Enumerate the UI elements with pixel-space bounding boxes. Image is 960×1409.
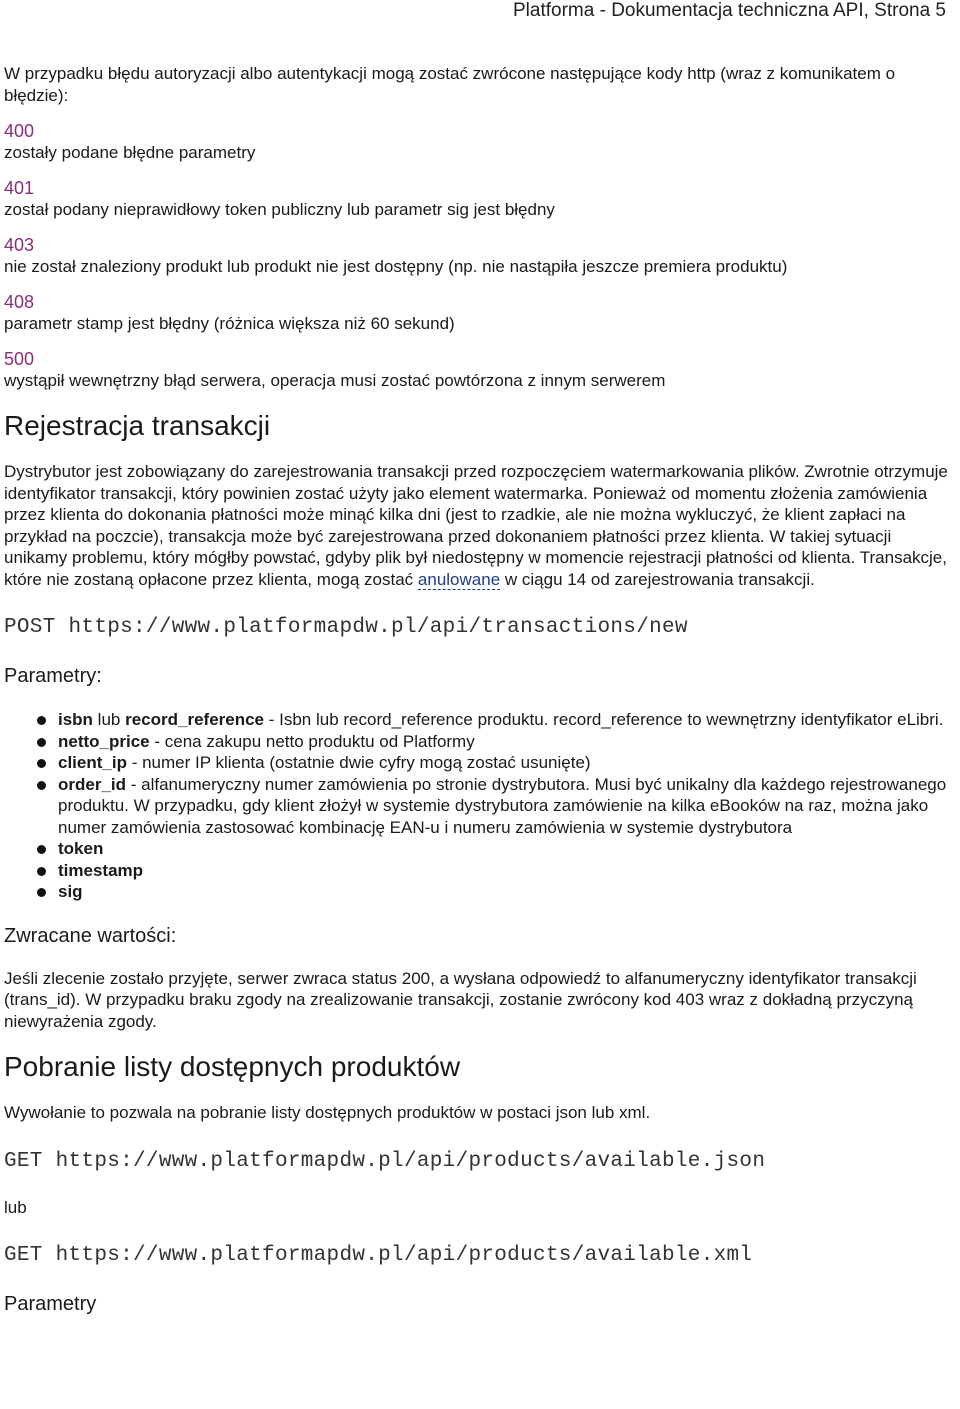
- param-name: timestamp: [58, 860, 144, 880]
- error-code-description: zostały podane błędne parametry: [4, 143, 256, 162]
- params-list: [4, 709, 958, 903]
- products-xml-endpoint: GET https://www.platformapdw.pl/api/products/available.xml: [4, 1244, 753, 1267]
- param-item-netto-price: [4, 731, 958, 753]
- param-item-client-ip: [4, 752, 958, 774]
- section-heading-products: Pobranie listy dostępnych produktów: [4, 1051, 461, 1082]
- param-name: record_reference: [125, 710, 265, 729]
- errors-intro: W przypadku błędu autoryzacji albo autentykacji mogą zostać zwrócone następujące kody http (wraz z komunikatem o błędzie):: [4, 64, 896, 105]
- param-item-timestamp: [4, 860, 958, 882]
- products-json-endpoint: GET https://www.platformapdw.pl/api/products/available.json: [4, 1149, 766, 1173]
- param-name: order_id: [58, 774, 127, 794]
- error-code-description: wystąpił wewnętrzny błąd serwera, operacja musi zostać powtórzona z innym serwerem: [4, 371, 666, 390]
- or-text: lub: [4, 1197, 27, 1217]
- transactions-endpoint: POST https://www.platformapdw.pl/api/transactions/new: [4, 616, 688, 639]
- error-code-403: [4, 234, 958, 277]
- error-code-description: parametr stamp jest błędny (różnica większa niż 60 sekund): [4, 314, 455, 333]
- param-name: token: [58, 839, 104, 858]
- error-code-number: 408: [4, 292, 35, 312]
- error-code-400: [4, 120, 958, 163]
- error-code-401: [4, 177, 958, 220]
- returns-heading: Zwracane wartości:: [4, 924, 177, 947]
- error-code-408: [4, 291, 958, 334]
- error-code-number: 400: [4, 121, 35, 141]
- error-code-number: 500: [4, 349, 35, 369]
- param-name: sig: [58, 882, 83, 901]
- param-name: isbn: [58, 710, 93, 729]
- param-item-order-id: [4, 774, 958, 839]
- param-description: - numer IP klienta (ostatnie dwie cyfry mogą zostać usunięte): [126, 753, 591, 772]
- document-body: [4, 60, 958, 1317]
- error-code-description: został podany nieprawidłowy token publiczny lub parametr sig jest błędny: [4, 200, 555, 219]
- param-description: - cena zakupu netto produktu od Platformy: [149, 731, 475, 751]
- products-intro: Wywołanie to pozwala na pobranie listy dostępnych produktów w postaci json lub xml.: [4, 1103, 651, 1122]
- params-heading: Parametry:: [4, 665, 102, 687]
- returns-text: Jeśli zlecenie zostało przyjęte, serwer zwraca status 200, a wysłana odpowiedź to alfanumeryczny identyfikator transakcji (trans_id). W przypadku braku zgody na zrealizowanie transakcji, zostanie zwrócony kod 403 wraz z dokładną przyczyną niewyrażenia zgody.: [4, 968, 917, 1031]
- error-codes-list: [4, 120, 958, 391]
- param-name: netto_price: [58, 731, 150, 751]
- error-code-500: [4, 348, 958, 391]
- registration-paragraph: [4, 461, 958, 590]
- param-description: - Isbn lub record_reference produktu. record_reference to wewnętrzny identyfikator eLibri.: [264, 710, 944, 729]
- error-code-description: nie został znaleziony produkt lub produkt nie jest dostępny (np. nie nastąpiła jeszcze premiera produktu): [4, 257, 788, 276]
- param-name: client_ip: [58, 753, 127, 772]
- param-item-isbn: isbn lub record_reference - Isbn lub record_reference produktu. record_reference to wewnętrzny identyfikator eLibri.: [4, 709, 958, 731]
- param-item-sig: [4, 881, 958, 903]
- registration-text-before-link: Dystrybutor jest zobowiązany do zarejestrowania transakcji przed rozpoczęciem watermarkowania plików. Zwrotnie otrzymuje identyfikator transakcji, który powinien zostać użyty jako element watermarka. Ponieważ od momentu złożenia zamówienia przez klienta do dokonania płatności może minąć kilka dni (jest to rzadkie, ale nie można wykluczyć, że klient zapłaci na przykład na poczcie), transakcja może być zarejestrowana przed dokonaniem płatności przez klienta. W takiej sytuacji unikamy problemu, który mógłby powstać, gdyby plik był niedostępny w momencie rejestracji płatności od klienta. Transakcje, które nie zostaną opłacone przez klienta, mogą zostać: [4, 462, 948, 589]
- param-description: - alfanumeryczny numer zamówienia po stronie dystrybutora. Musi być unikalny dla każdego rejestrowanego produktu. W przypadku, gdy klient złożył w systemie dystrybutora zamówienie na kilka eBooków na raz, można jako numer zamówienia zastosować kombinację EAN-u i numeru zamówienia w systemie dystrybutora: [58, 774, 947, 837]
- param-item-token: [4, 838, 958, 860]
- registration-text-after-link: w ciągu 14 od zarejestrowania transakcji.: [500, 569, 815, 589]
- error-code-number: 401: [4, 178, 35, 198]
- cancel-link[interactable]: anulowane: [417, 569, 501, 589]
- products-params-heading: Parametry: [4, 1293, 97, 1315]
- error-code-number: 403: [4, 235, 35, 255]
- section-heading-registration: Rejestracja transakcji: [4, 410, 271, 441]
- page-header: Platforma - Dokumentacja techniczna API, Strona 5: [513, 0, 946, 21]
